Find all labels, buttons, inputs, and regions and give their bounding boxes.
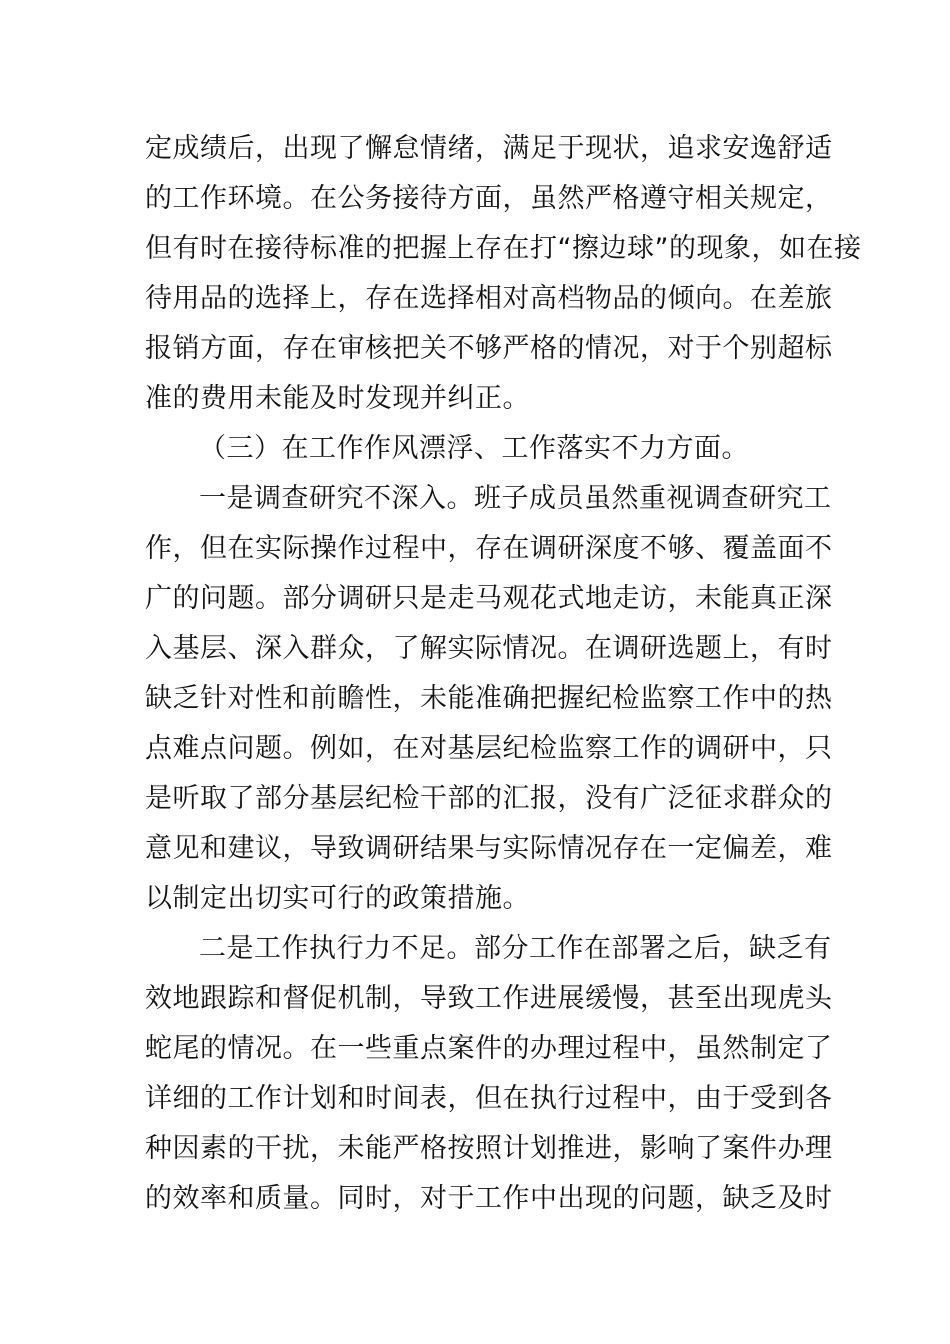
text-line: 以制定出切实可行的政策措施。 xyxy=(145,883,530,914)
text-line: 准的费用未能及时发现并纠正。 xyxy=(145,383,530,414)
text-line: 的工作环境。在公务接待方面，虽然严格遵守相关规定， xyxy=(145,183,833,214)
text-line: 的效率和质量。同时，对于工作中出现的问题，缺乏及时 xyxy=(145,1183,833,1214)
text-line: 详细的工作计划和时间表，但在执行过程中，由于受到各 xyxy=(145,1083,833,1114)
text-line: 报销方面，存在审核把关不够严格的情况，对于个别超标 xyxy=(145,333,833,364)
document-body xyxy=(145,124,862,1224)
text-line: 待用品的选择上，存在选择相对高档物品的倾向。在差旅 xyxy=(145,283,833,314)
paragraph-research xyxy=(145,474,833,924)
text-line: 入基层、深入群众，了解实际情况。在调研选题上，有时 xyxy=(145,633,833,664)
text-line: 广的问题。部分调研只是走马观花式地走访，未能真正深 xyxy=(145,583,833,614)
text-line: 点难点问题。例如，在对基层纪检监察工作的调研中，只 xyxy=(145,733,833,764)
text-line: 一是调查研究不深入。班子成员虽然重视调查研究工 xyxy=(199,483,832,514)
paragraph-execution xyxy=(145,924,833,1224)
paragraph-official-reception xyxy=(145,124,862,424)
section-heading xyxy=(145,424,807,474)
section-heading-text: （三）在工作作风漂浮、工作落实不力方面。 xyxy=(199,433,749,464)
text-line: 蛇尾的情况。在一些重点案件的办理过程中，虽然制定了 xyxy=(145,1033,833,1064)
text-line: 定成绩后，出现了懈怠情绪，满足于现状，追求安逸舒适 xyxy=(145,133,833,164)
text-line: 种因素的干扰，未能严格按照计划推进，影响了案件办理 xyxy=(145,1133,833,1164)
text-line: 作，但在实际操作过程中，存在调研深度不够、覆盖面不 xyxy=(145,533,833,564)
text-line: 但有时在接待标准的把握上存在打“擦边球”的现象，如在接 xyxy=(145,233,862,264)
text-line: 效地跟踪和督促机制，导致工作进展缓慢，甚至出现虎头 xyxy=(145,983,833,1014)
text-line: 是听取了部分基层纪检干部的汇报，没有广泛征求群众的 xyxy=(145,783,833,814)
text-line: 缺乏针对性和前瞻性，未能准确把握纪检监察工作中的热 xyxy=(145,683,833,714)
text-line: 二是工作执行力不足。部分工作在部署之后，缺乏有 xyxy=(199,933,832,964)
text-line: 意见和建议，导致调研结果与实际情况存在一定偏差，难 xyxy=(145,833,833,864)
